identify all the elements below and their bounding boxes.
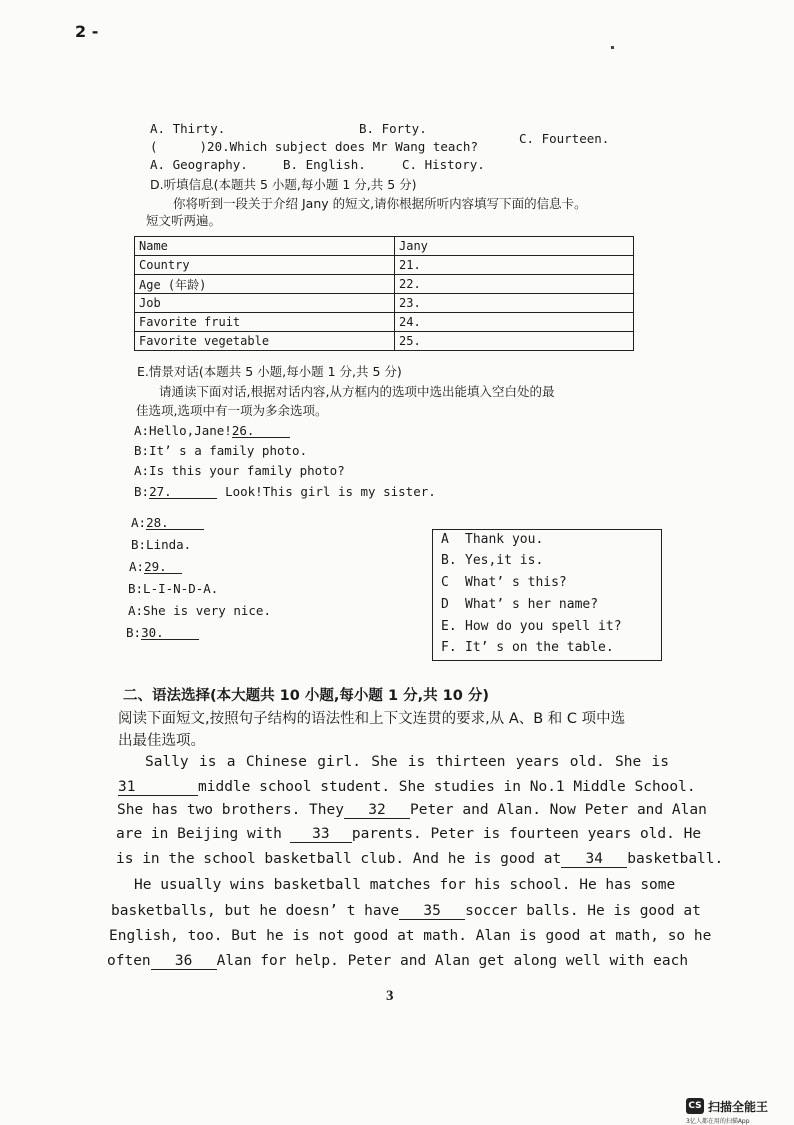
- dialogue-text: A:: [129, 559, 145, 574]
- table-cell-value: 23.: [395, 294, 634, 313]
- dialogue-line-3: A:Is this your family photo?: [134, 463, 345, 478]
- info-card-table: [134, 236, 634, 351]
- table-row: [135, 237, 634, 256]
- q20-paren: (: [150, 139, 158, 154]
- q19-option-b: B. Forty.: [359, 121, 427, 136]
- option-b: B. Yes,it is.: [441, 553, 544, 568]
- blank-31[interactable]: 31: [118, 780, 198, 796]
- q20-option-b: B. English.: [283, 157, 366, 172]
- table-cell-label: Favorite vegetable: [135, 332, 395, 351]
- table-row: [135, 275, 634, 294]
- passage-line-2: [118, 779, 696, 796]
- passage-text: are in Beijing with: [116, 826, 282, 842]
- passage-line-7: [111, 903, 701, 920]
- section-d-instruction: 你将听到一段关于介绍 Jany 的短文,请你根据所听内容填写下面的信息卡。: [173, 196, 587, 211]
- part-2-title: 二、语法选择(本大题共 10 小题,每小题 1 分,共 10 分): [123, 688, 490, 704]
- passage-line-8: English, too. But he is not good at math. Alan is good at math, so he: [109, 928, 712, 944]
- corner-mark: 2 -: [75, 22, 99, 41]
- blank-33[interactable]: 33: [290, 827, 352, 843]
- passage-text: often: [107, 953, 151, 969]
- passage-text: soccer balls. He is good at: [465, 903, 701, 919]
- blank-34[interactable]: 34: [561, 852, 627, 868]
- option-f: F. It’ s on the table.: [441, 640, 614, 655]
- section-e-instruction-2: 佳选项,选项中有一项为多余选项。: [136, 403, 328, 418]
- passage-text: basketballs, but he doesn’ t have: [111, 903, 400, 919]
- q19-option-a: A. Thirty.: [150, 121, 226, 136]
- watermark-tagline: 3亿人都在用的扫描App: [686, 1118, 750, 1125]
- table-row: [135, 256, 634, 275]
- dialogue-text: A:: [131, 515, 147, 530]
- passage-text: Alan for help. Peter and Alan get along well with each: [216, 953, 689, 969]
- table-cell-label: Country: [135, 256, 395, 275]
- section-e-title: E.情景对话(本题共 5 小题,每小题 1 分,共 5 分): [137, 364, 402, 379]
- passage-line-4: [116, 826, 701, 843]
- table-row: [135, 313, 634, 332]
- part-2-instruction: 阅读下面短文,按照句子结构的语法性和上下文连贯的要求,从 A、B 和 C 项中选: [118, 711, 626, 727]
- blank-30[interactable]: 30.: [141, 626, 199, 640]
- table-cell-label: Name: [135, 237, 395, 256]
- section-e-instruction: 请通读下面对话,根据对话内容,从方框内的选项中选出能填入空白处的最: [159, 384, 555, 399]
- q20-text: Which subject does Mr Wang teach?: [229, 139, 478, 154]
- section-d-instruction-2: 短文听两遍。: [146, 213, 222, 228]
- blank-29[interactable]: 29.: [144, 560, 182, 574]
- dialogue-line-6: B:Linda.: [131, 537, 192, 552]
- passage-text: Peter and Alan. Now Peter and Alan: [409, 802, 707, 818]
- passage-line-5: [116, 851, 723, 868]
- passage-text: is in the school basketball club. And he is good at: [116, 851, 562, 867]
- table-cell-value: 25.: [395, 332, 634, 351]
- table-row: [135, 332, 634, 351]
- option-d: D What’ s her name?: [441, 597, 599, 612]
- table-cell-label: Favorite fruit: [135, 313, 395, 332]
- part-2-instruction-2: 出最佳选项。: [118, 733, 205, 749]
- answer-options-box: [432, 529, 662, 661]
- passage-text: middle school student. She studies in No.1 Middle School.: [198, 779, 696, 795]
- table-cell-label: Job: [135, 294, 395, 313]
- camscanner-logo-icon: CS: [686, 1098, 704, 1114]
- dialogue-text: B:: [126, 625, 142, 640]
- option-c: C What’ s this?: [441, 575, 567, 590]
- option-a: A Thank you.: [441, 532, 544, 547]
- q20-option-c: C. History.: [402, 157, 485, 172]
- passage-line-6: He usually wins basketball matches for his school. He has some: [134, 877, 676, 893]
- dialogue-line-10: [126, 625, 199, 640]
- dialogue-text: A:Hello,Jane!: [134, 423, 232, 438]
- dialogue-line-7: [129, 559, 182, 574]
- blank-35[interactable]: 35: [399, 904, 465, 920]
- dialogue-line-8: B:L-I-N-D-A.: [128, 581, 219, 596]
- dialogue-line-2: B:It’ s a family photo.: [134, 443, 308, 458]
- passage-text: She has two brothers. They: [117, 802, 344, 818]
- table-cell-value: 22.: [395, 275, 634, 294]
- passage-line-1: Sally is a Chinese girl. She is thirteen years old. She is: [145, 754, 669, 770]
- watermark-name: 扫描全能王: [708, 1100, 769, 1114]
- blank-26[interactable]: 26.: [232, 424, 290, 438]
- q20-number: )20.: [199, 139, 230, 154]
- section-d-title: D.听填信息(本题共 5 小题,每小题 1 分,共 5 分): [150, 177, 417, 192]
- passage-line-3: [117, 802, 707, 819]
- scan-speck: [611, 46, 614, 49]
- passage-text: parents. Peter is fourteen years old. He: [351, 826, 702, 842]
- table-row: [135, 294, 634, 313]
- dialogue-line-4: [134, 484, 436, 499]
- blank-32[interactable]: 32: [344, 803, 410, 819]
- passage-text: basketball.: [627, 851, 724, 867]
- table-cell-value: 21.: [395, 256, 634, 275]
- dialogue-line-1: [134, 423, 290, 438]
- blank-28[interactable]: 28.: [146, 516, 204, 530]
- option-e: E. How do you spell it?: [441, 619, 622, 634]
- q20-option-a: A. Geography.: [150, 157, 248, 172]
- dialogue-text: Look!This girl is my sister.: [225, 484, 436, 499]
- dialogue-line-9: A:She is very nice.: [128, 603, 271, 618]
- dialogue-line-5: [131, 515, 204, 530]
- dialogue-text: B:: [134, 484, 150, 499]
- blank-27[interactable]: 27.: [149, 485, 217, 499]
- q20-question: [150, 139, 478, 154]
- page-number: 3: [386, 988, 394, 1004]
- q19-option-c: C. Fourteen.: [519, 131, 610, 146]
- blank-36[interactable]: 36: [151, 954, 217, 970]
- table-cell-value: 24.: [395, 313, 634, 332]
- table-cell-label: Age (年龄): [135, 275, 395, 294]
- table-cell-value: Jany: [395, 237, 634, 256]
- passage-line-9: [107, 953, 688, 970]
